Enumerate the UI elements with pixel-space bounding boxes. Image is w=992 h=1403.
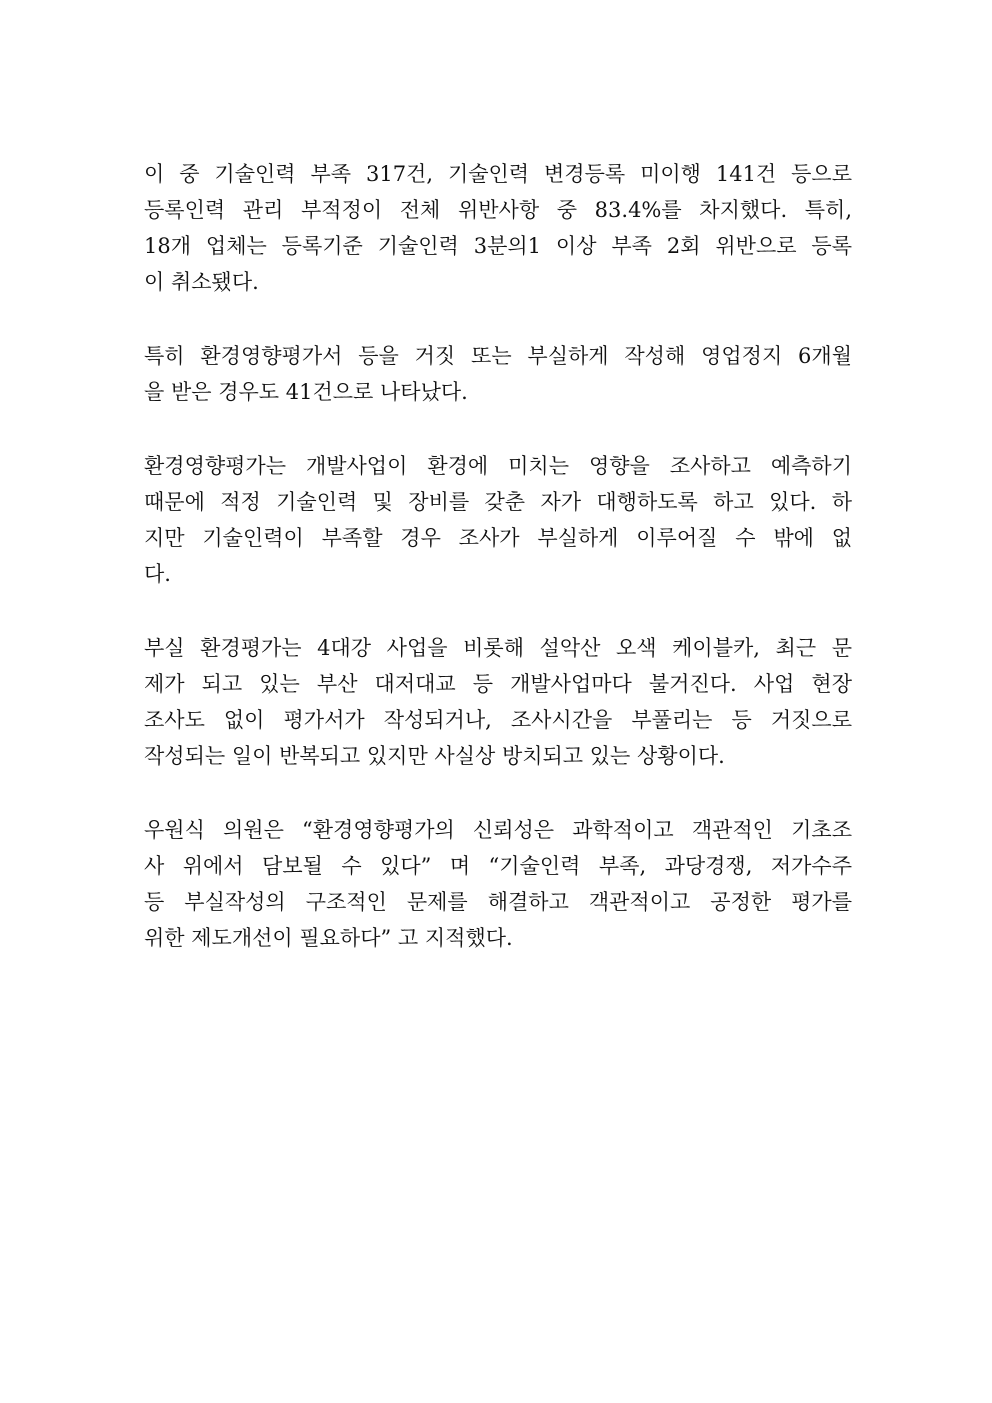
text-line: 조사도 없이 평가서가 작성되거나, 조사시간을 부풀리는 등 거짓으로 xyxy=(144,708,852,732)
text-line: 부실 환경평가는 4대강 사업을 비롯해 설악산 오색 케이블카, 최근 문 xyxy=(144,636,852,660)
text-line: 이 중 기술인력 부족 317건, 기술인력 변경등록 미이행 141건 등으로 xyxy=(144,162,852,186)
paragraph-1 xyxy=(144,156,852,300)
text-line: 제가 되고 있는 부산 대저대교 등 개발사업마다 불거진다. 사업 현장 xyxy=(144,672,852,696)
text-line: 등록인력 관리 부적정이 전체 위반사항 중 83.4%를 차지했다. 특히, xyxy=(144,198,852,222)
text-line: 지만 기술인력이 부족할 경우 조사가 부실하게 이루어질 수 밖에 없 xyxy=(144,526,852,550)
text-line: 사 위에서 담보될 수 있다” 며 “기술인력 부족, 과당경쟁, 저가수주 xyxy=(144,854,852,878)
text-line: 다. xyxy=(144,562,171,586)
text-line: 우원식 의원은 “환경영향평가의 신뢰성은 과학적이고 객관적인 기초조 xyxy=(144,818,852,842)
paragraph-5 xyxy=(144,812,852,956)
paragraph-2 xyxy=(144,338,852,410)
document-body xyxy=(144,156,852,994)
paragraph-4 xyxy=(144,630,852,774)
paragraph-3 xyxy=(144,448,852,592)
text-line: 작성되는 일이 반복되고 있지만 사실상 방치되고 있는 상황이다. xyxy=(144,744,725,768)
text-line: 등 부실작성의 구조적인 문제를 해결하고 객관적이고 공정한 평가를 xyxy=(144,890,852,914)
text-line: 을 받은 경우도 41건으로 나타났다. xyxy=(144,380,468,404)
text-line: 18개 업체는 등록기준 기술인력 3분의1 이상 부족 2회 위반으로 등록 xyxy=(144,234,852,258)
text-line: 때문에 적정 기술인력 및 장비를 갖춘 자가 대행하도록 하고 있다. 하 xyxy=(144,490,852,514)
text-line: 특히 환경영향평가서 등을 거짓 또는 부실하게 작성해 영업정지 6개월 xyxy=(144,344,852,368)
text-line: 이 취소됐다. xyxy=(144,270,259,294)
text-line: 환경영향평가는 개발사업이 환경에 미치는 영향을 조사하고 예측하기 xyxy=(144,454,852,478)
text-line: 위한 제도개선이 필요하다” 고 지적했다. xyxy=(144,926,513,950)
